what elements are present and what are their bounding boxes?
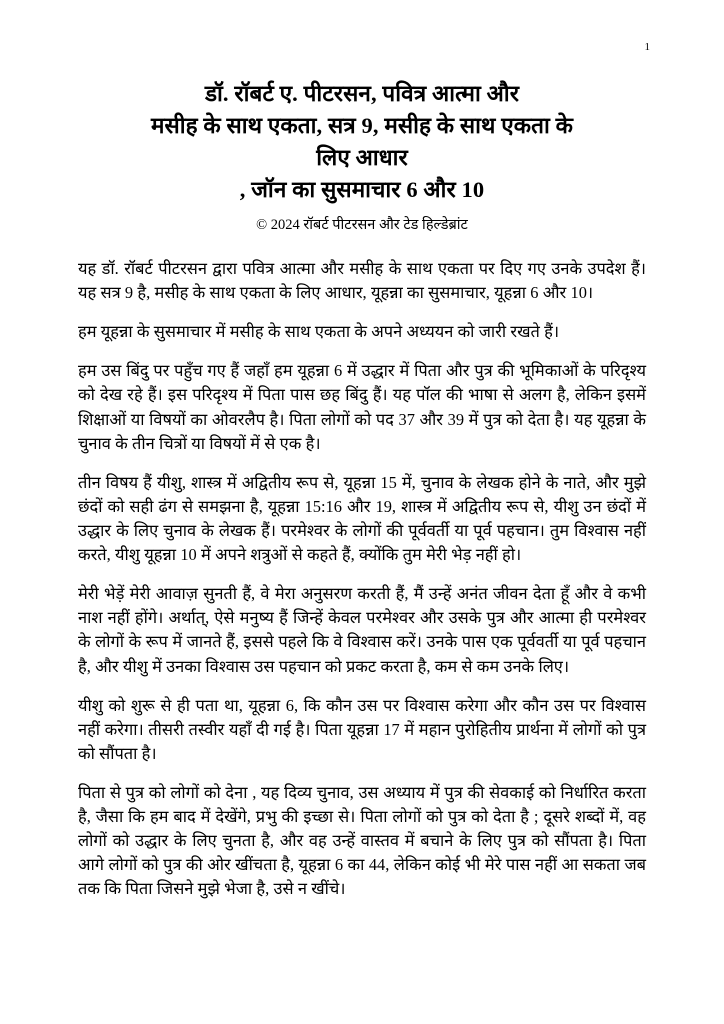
paragraph: यह डॉ. रॉबर्ट पीटरसन द्वारा पवित्र आत्मा और मसीह के साथ एकता पर दिए गए उनके उपदेश हैं। यह सत्र 9 है, मसीह के साथ एकता के लिए आधार, यूहन्ना का सुसमाचार, यूहन्ना 6 और 10। (78, 259, 646, 303)
paragraph: यीशु को शुरू से ही पता था, यूहन्ना 6, कि कौन उस पर विश्वास करेगा और कौन उस पर विश्वास नहीं करेगा। तीसरी तस्वीर यहाँ दी गई है। पिता यूहन्ना 17 में महान पुरोहितीय प्रार्थना में लोगों को पुत्र को सौंपता है। (78, 695, 646, 763)
paragraph: तीन विषय हैं यीशु, शास्त्र में अद्वितीय रूप से, यूहन्ना 15 में, चुनाव के लेखक होने के नाते, और मुझे छंदों को सही ढंग से समझना है, यूहन्ना 15:16 और 19, शास्त्र में अद्वितीय रूप से, यीशु उन छंदों में उद्धार के लिए चुनाव के लेखक हैं। परमेश्वर के लोगों की पूर्ववर्ती या पूर्व पहचान। तुम विश्वास नहीं करते, यीशु यूहन्ना 10 में अपने शत्रुओं से कहते हैं, क्योंकि तुम मेरी भेड़ नहीं हो। (78, 472, 646, 565)
title-line: , जॉन का सुसमाचार 6 और 10 (239, 176, 485, 202)
page-title (78, 0, 646, 206)
copyright-notice: © 2024 रॉबर्ट पीटरसन और टेड हिल्डेब्रांट (256, 216, 468, 233)
paragraph: मेरी भेड़ें मेरी आवाज़ सुनती हैं, वे मेरा अनुसरण करती हैं, मैं उन्हें अनंत जीवन देता हूँ और वे कभी नाश नहीं होंगे। अर्थात्, ऐसे मनुष्य हैं जिन्हें केवल परमेश्वर और उसके पुत्र और आत्मा ही परमेश्वर के लोगों के रूप में जानते हैं, इससे पहले कि वे विश्वास करें। उनके पास एक पूर्ववर्ती या पूर्व पहचान है, और यीशु में उनका विश्वास उस पहचान को प्रकट करता है, कम से कम उनके लिए। (78, 584, 646, 676)
title-line: लिए आधार (316, 144, 408, 170)
paragraph: पिता से पुत्र को लोगों को देना , यह दिव्य चुनाव, उस अध्याय में पुत्र की सेवकाई को निर्धारित करता है, जैसा कि हम बाद में देखेंगे, प्रभु की इच्छा से। पिता लोगों को पुत्र को देता है ; दूसरे शब्दों में, वह लोगों को उद्धार के लिए चुनता है, और वह उन्हें वास्तव में बचाने के लिए पुत्र को सौंपता है। पिता आगे लोगों को पुत्र की ओर खींचता है, यूहन्ना 6 का 44, लेकिन कोई भी मेरे पास नहीं आ सकता जब तक कि पिता जिसने मुझे भेजा है, उसे न खींचे। (78, 783, 646, 899)
paragraph: हम यूहन्ना के सुसमाचार में मसीह के साथ एकता के अपने अध्ययन को जारी रखते हैं। (78, 322, 560, 342)
page-number: 1 (644, 41, 650, 53)
title-line: मसीह के साथ एकता, सत्र 9, मसीह के साथ एकता के (150, 112, 574, 138)
title-line: डॉ. रॉबर्ट ए. पीटरसन, पवित्र आत्मा और (204, 81, 520, 106)
paragraph: हम उस बिंदु पर पहुँच गए हैं जहाँ हम यूहन्ना 6 में उद्धार में पिता और पुत्र की भूमिकाओं के परिदृश्य को देख रहे हैं। इस परिदृश्य में पिता पास छह बिंदु हैं। यह पॉल की भाषा से अलग है, लेकिन इसमें शिक्षाओं या विषयों का ओवरलैप है। पिता लोगों को पद 37 और 39 में पुत्र को देता है। यह यूहन्ना के चुनाव के तीन चित्रों या विषयों में से एक है। (78, 361, 646, 453)
document-body (78, 257, 646, 902)
